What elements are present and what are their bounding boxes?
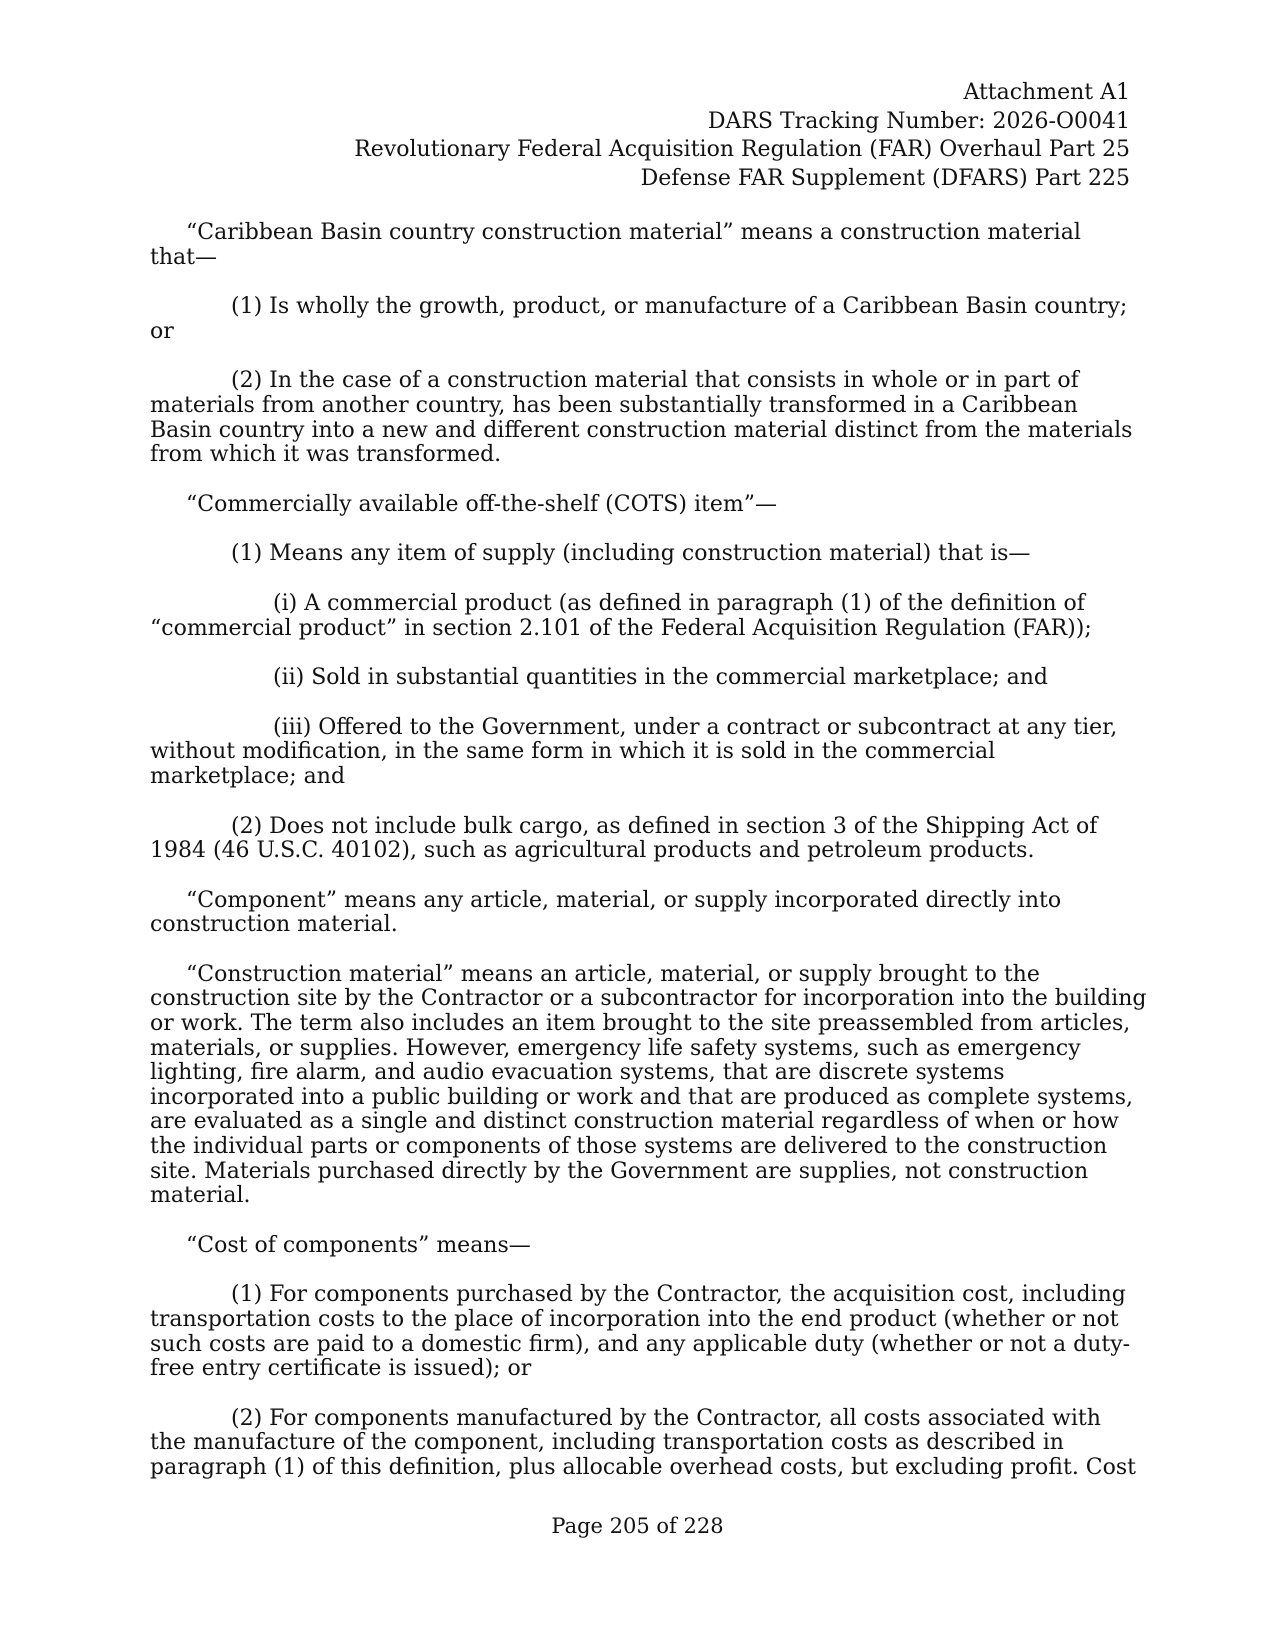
paragraph-line: 1984 (46 U.S.C. 40102), such as agricultural products and petroleum products.	[150, 838, 1035, 864]
paragraph-line: “commercial product” in section 2.101 of the Federal Acquisition Regulation (FAR));	[150, 615, 1092, 641]
paragraph-line: (2) Does not include bulk cargo, as defined in section 3 of the Shipping Act of	[231, 813, 1098, 839]
paragraph-line: “Construction material” means an article, material, or supply brought to the	[186, 961, 1040, 987]
paragraph-line: incorporated into a public building or work and that are produced as complete systems,	[150, 1084, 1133, 1110]
document-body	[150, 220, 1147, 1506]
paragraph-line: (2) For components manufactured by the Contractor, all costs associated with	[231, 1405, 1101, 1431]
paragraph-line: are evaluated as a single and distinct construction material regardless of when or how	[150, 1109, 1119, 1135]
paragraph-line: (ii) Sold in substantial quantities in the commercial marketplace; and	[273, 665, 1049, 691]
paragraph	[150, 295, 1130, 344]
paragraph	[150, 368, 1133, 468]
paragraph-line: transportation costs to the place of incorporation into the end product (whether or not	[150, 1307, 1119, 1332]
paragraph	[150, 1234, 1130, 1259]
paragraph	[150, 961, 1147, 1209]
paragraph-line: materials, or supplies. However, emergency life safety systems, such as emergency	[150, 1035, 1081, 1061]
paragraph-line: site. Materials purchased directly by the Government are supplies, not construction	[150, 1158, 1089, 1184]
paragraph	[150, 221, 1130, 270]
paragraph-line: (iii) Offered to the Government, under a contract or subcontract at any tier,	[273, 714, 1118, 740]
paragraph-line: that—	[150, 244, 217, 270]
paragraph	[150, 1283, 1130, 1381]
paragraph-line: lighting, fire alarm, and audio evacuation systems, that are discrete systems	[150, 1060, 1005, 1086]
paragraph-line: “Caribbean Basin country construction material” means a construction material	[186, 220, 1081, 245]
paragraph-line: construction material.	[150, 912, 398, 938]
document-header	[354, 79, 1130, 193]
paragraph-line: free entry certificate is issued); or	[150, 1356, 532, 1382]
paragraph-line: from which it was transformed.	[150, 442, 502, 468]
paragraph	[150, 1405, 1137, 1481]
paragraph	[150, 666, 1130, 691]
paragraph-line: (1) For components purchased by the Contractor, the acquisition cost, including	[231, 1282, 1126, 1308]
paragraph-line: the individual parts or components of those systems are delivered to the construction	[150, 1134, 1108, 1160]
paragraph-line: “Cost of components” means—	[186, 1232, 531, 1258]
paragraph-line: construction site by the Contractor or a subcontractor for incorporation into the building	[150, 986, 1147, 1012]
paragraph	[150, 815, 1130, 864]
paragraph-line: (i) A commercial product (as defined in paragraph (1) of the definition of	[273, 590, 1085, 616]
attachment-label: Attachment A1	[963, 80, 1130, 105]
paragraph-line: (1) Is wholly the growth, product, or manufacture of a Caribbean Basin country;	[231, 294, 1128, 320]
paragraph-line: (2) In the case of a construction material that consists in whole or in part of	[231, 368, 1079, 394]
regulation-title: Revolutionary Federal Acquisition Regulation (FAR) Overhaul Part 25	[354, 137, 1130, 162]
paragraph-line: paragraph (1) of this definition, plus allocable overhead costs, but excluding profit. Cost	[150, 1454, 1137, 1480]
paragraph	[150, 592, 1130, 641]
paragraph	[150, 542, 1130, 567]
page-number: Page 205 of 228	[551, 1514, 724, 1538]
paragraph-line: materials from another country, has been substantially transformed in a Caribbean	[150, 392, 1078, 418]
paragraph-line: (1) Means any item of supply (including construction material) that is—	[231, 541, 1031, 567]
paragraph-line: marketplace; and	[150, 763, 346, 789]
paragraph	[150, 493, 1130, 518]
paragraph-line: without modification, in the same form in which it is sold in the commercial	[150, 739, 996, 765]
paragraph-line: “Component” means any article, material, or supply incorporated directly into	[186, 887, 1062, 913]
paragraph-line: Basin country into a new and different construction material distinct from the materials	[150, 417, 1133, 443]
paragraph-line: “Commercially available off-the-shelf (COTS) item”—	[186, 491, 777, 517]
paragraph	[150, 889, 1130, 938]
supplement-title: Defense FAR Supplement (DFARS) Part 225	[640, 165, 1130, 191]
paragraph-line: material.	[150, 1183, 251, 1209]
paragraph-line: or	[150, 318, 174, 344]
paragraph	[150, 716, 1130, 790]
paragraph-line: such costs are paid to a domestic firm), and any applicable duty (whether or not a duty-	[150, 1331, 1131, 1357]
tracking-number: DARS Tracking Number: 2026-O0041	[707, 108, 1130, 134]
paragraph-line: the manufacture of the component, including transportation costs as described in	[150, 1430, 1064, 1456]
paragraph-line: or work. The term also includes an item brought to the site preassembled from articles,	[150, 1011, 1131, 1037]
